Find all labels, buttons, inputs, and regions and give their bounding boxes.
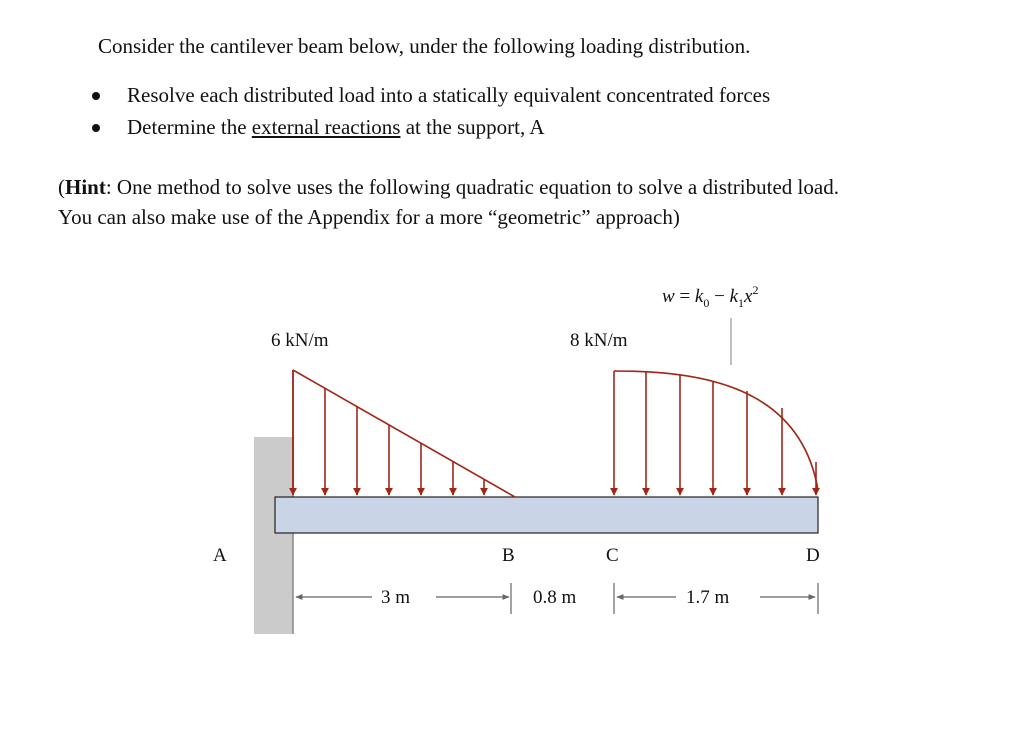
hint-open-paren: ( [58, 175, 65, 199]
hint-label: Hint [65, 175, 106, 199]
beam [275, 497, 818, 533]
parabolic-load-curve [614, 371, 818, 490]
task-underlined-term: external reactions [251, 115, 401, 139]
parabolic-load [614, 371, 818, 495]
hint-line-2: You can also make use of the Appendix for a more “geometric” approach) [58, 205, 680, 229]
triangular-load-label: 6 kN/m [271, 330, 329, 351]
hint-line-1: : One method to solve uses the following quadratic equation to solve a distributed load. [105, 175, 839, 199]
triangular-load [293, 370, 515, 497]
triangular-load-slope [293, 370, 515, 497]
task-text-after: at the support, A [400, 115, 545, 139]
point-label-a: A [213, 545, 227, 566]
task-text-before: Determine the [127, 115, 252, 139]
load-equation: $w = k_0 - k_1x^2$ [662, 283, 759, 310]
dimension-label-bc: 0.8 m [533, 587, 577, 608]
point-label-b: B [502, 545, 515, 566]
point-label-d: D [806, 545, 820, 566]
parabolic-load-label: 8 kN/m [570, 330, 628, 351]
dimension-label-ab: 3 m [381, 587, 411, 608]
problem-intro: Consider the cantilever beam below, under the following loading distribution. [98, 34, 751, 58]
task-text: Resolve each distributed load into a statically equivalent concentrated forces [127, 83, 771, 107]
wall-support [254, 437, 293, 634]
dimension-label-cd: 1.7 m [686, 587, 730, 608]
point-label-c: C [606, 545, 619, 566]
